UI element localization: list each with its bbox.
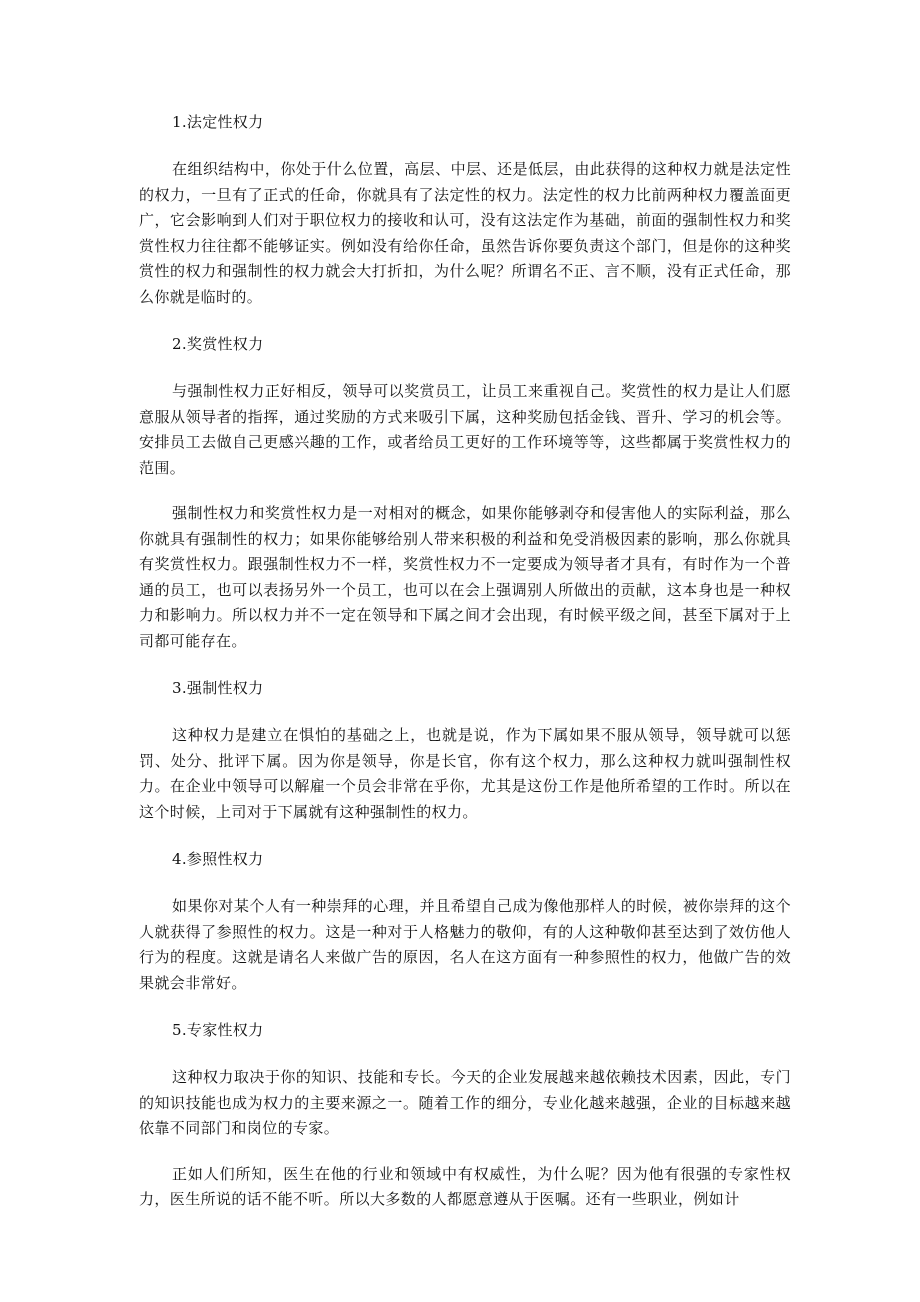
paragraph: 如果你对某个人有一种崇拜的心理，并且希望自己成为像他那样人的时候，被你崇拜的这个人就获得了参照性的权力。这是一种对于人格魅力的敬仰，有的人这种敬仰甚至达到了效仿他人行为的程度。这就是请名人来做广告的原因，名人在这方面有一种参照性的权力，他做广告的效果就会非常好。 [139, 897, 791, 992]
section-referent-power [139, 845, 791, 996]
section-reward-power [139, 330, 791, 654]
section-heading: 2.奖赏性权力 [172, 335, 264, 353]
paragraph: 与强制性权力正好相反，领导可以奖赏员工，让员工来重视自己。奖赏性的权力是让人们愿意服从领导者的指挥，通过奖励的方式来吸引下属，这种奖励包括金钱、晋升、学习的机会等。安排员工去做自己更感兴趣的工作，或者给员工更好的工作环境等等，这些都属于奖赏性权力的范围。 [139, 382, 791, 477]
document-page [139, 108, 791, 1233]
paragraph: 这种权力取决于你的知识、技能和专长。今天的企业发展越来越依赖技术因素，因此，专门的知识技能也成为权力的主要来源之一。随着工作的细分，专业化越来越强，企业的目标越来越依靠不同部门和岗位的专家。 [139, 1068, 791, 1137]
section-expert-power [139, 1016, 791, 1213]
section-coercive-power [139, 674, 791, 825]
paragraph: 在组织结构中，你处于什么位置，高层、中层、还是低层，由此获得的这种权力就是法定性的权力，一旦有了正式的任命，你就具有了法定性的权力。法定性的权力比前两种权力覆盖面更广，它会影响到人们对于职位权力的接收和认可，没有这法定作为基础，前面的强制性权力和奖赏性权力往往都不能够证实。例如没有给你任命，虽然告诉你要负责这个部门，但是你的这种奖赏性的权力和强制性的权力就会大打折扣，为什么呢？所谓名不正、言不顺，没有正式任命，那么你就是临时的。 [139, 160, 791, 306]
paragraph: 正如人们所知，医生在他的行业和领域中有权威性，为什么呢？因为他有很强的专家性权力，医生所说的话不能不听。所以大多数的人都愿意遵从于医嘱。还有一些职业，例如计 [139, 1164, 791, 1208]
section-heading: 3.强制性权力 [172, 679, 264, 697]
section-heading: 5.专家性权力 [172, 1021, 264, 1039]
paragraph: 强制性权力和奖赏性权力是一对相对的概念，如果你能够剥夺和侵害他人的实际利益，那么你就具有强制性的权力；如果你能够给别人带来积极的利益和免受消极因素的影响，那么你就具有奖赏性权力。跟强制性权力不一样，奖赏性权力不一定要成为领导者才具有，有时作为一个普通的员工，也可以表扬另外一个员工，也可以在会上强调别人所做出的贡献，这本身也是一种权力和影响力。所以权力并不一定在领导和下属之间才会出现，有时候平级之间，甚至下属对于上司都可能存在。 [139, 504, 791, 650]
section-heading: 4.参照性权力 [172, 850, 264, 868]
paragraph: 这种权力是建立在惧怕的基础之上，也就是说，作为下属如果不服从领导，领导就可以惩罚、处分、批评下属。因为你是领导，你是长官，你有这个权力，那么这种权力就叫强制性权力。在企业中领导可以解雇一个员会非常在乎你，尤其是这份工作是他所希望的工作时。所以在这个时候，上司对于下属就有这种强制性的权力。 [139, 726, 791, 821]
section-legal-power [139, 108, 791, 310]
section-heading: 1.法定性权力 [172, 113, 264, 131]
